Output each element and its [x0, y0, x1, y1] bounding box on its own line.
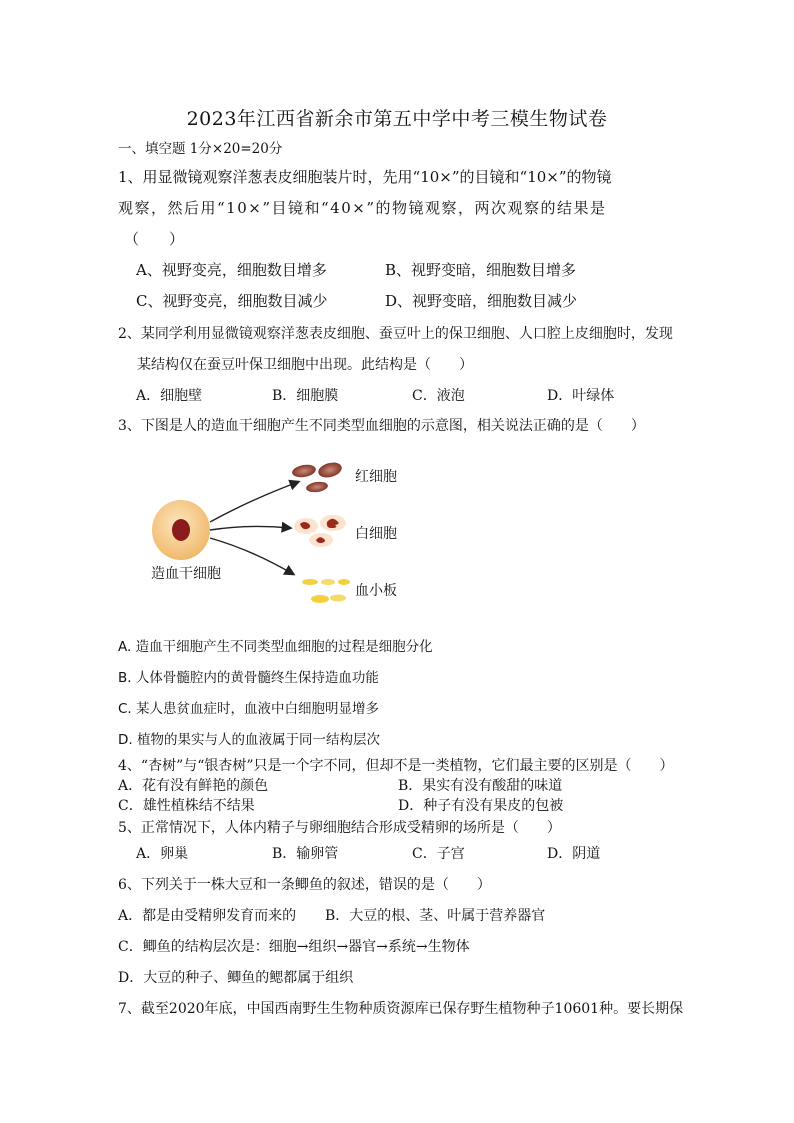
option-c: C．鲫鱼的结构层次是：细胞→组织→器官→系统→生物体 — [118, 939, 470, 955]
red-blood-cells — [291, 460, 343, 493]
answer-blank: （ ） — [124, 230, 185, 248]
option-c: C. 某人患贫血症时，血液中白细胞明显增多 — [118, 701, 380, 717]
question-text: 观察，然后用“10×”目镜和“40×”的物镜观察，两次观察的结果是 — [118, 199, 607, 217]
option-a: A. 造血干细胞产生不同类型血细胞的过程是细胞分化 — [118, 639, 433, 655]
option-c: C．子宫 — [412, 846, 465, 862]
label-platelet: 血小板 — [355, 583, 397, 599]
option-d: D. 植物的果实与人的血液属于同一结构层次 — [118, 732, 380, 748]
arrow-to-red-cells — [210, 482, 298, 522]
option-b: B．输卵管 — [272, 846, 339, 862]
option-d: D．种子有没有果皮的包被 — [398, 798, 564, 814]
question-text: 2、某同学利用显微镜观察洋葱表皮细胞、蚕豆叶上的保卫细胞、人口腔上皮细胞时，发现 — [118, 326, 673, 342]
question-text: 5、正常情况下，人体内精子与卵细胞结合形成受精卵的场所是（ ） — [118, 820, 561, 836]
question-text: 3、下图是人的造血干细胞产生不同类型血细胞的示意图，相关说法正确的是（ ） — [118, 418, 645, 434]
platelets — [302, 579, 350, 603]
option-b: B．果实有没有酸甜的味道 — [398, 778, 563, 794]
option-d: D．大豆的种子、鲫鱼的鳃都属于组织 — [118, 970, 354, 986]
option-b: B、视野变暗，细胞数目增多 — [385, 261, 577, 279]
question-text: 1、用显微镜观察洋葱表皮细胞装片时，先用“10×”的目镜和“10×”的物镜 — [118, 168, 612, 186]
stem-cell-nucleus — [172, 519, 190, 541]
question-text: 某结构仅在蚕豆叶保卫细胞中出现。此结构是（ ） — [137, 357, 473, 373]
option-c: C．雄性植株结不结果 — [118, 798, 255, 814]
page-title: 2023年江西省新余市第五中学中考三模生物试卷 — [186, 108, 608, 130]
option-a: A．花有没有鲜艳的颜色 — [118, 778, 269, 794]
option-a: A．细胞壁 — [136, 388, 203, 404]
label-red-blood-cell: 红细胞 — [355, 469, 397, 485]
label-white-blood-cell: 白细胞 — [355, 526, 397, 542]
option-b: B．细胞膜 — [272, 388, 339, 404]
question-text: 7、截至2020年底，中国西南野生生物种质资源库已保存野生植物种子10601种。要长期保 — [118, 1001, 684, 1017]
stem-cell — [152, 500, 210, 560]
option-c: C、视野变亮，细胞数目减少 — [136, 292, 328, 310]
question-text: 4、“杏树”与“银杏树”只是一个字不同，但却不是一类植物，它们最主要的区别是（ ） — [118, 758, 674, 774]
arrow-to-white-cells — [210, 526, 290, 530]
option-b: B．大豆的根、茎、叶属于营养器官 — [325, 908, 546, 924]
option-d: D．叶绿体 — [547, 388, 615, 404]
option-d: D．阴道 — [547, 846, 601, 862]
option-a: A、视野变亮，细胞数目增多 — [136, 261, 327, 279]
question-text: 6、下列关于一株大豆和一条鲫鱼的叙述，错误的是（ ） — [118, 877, 491, 893]
arrow-to-platelets — [210, 538, 293, 574]
option-b: B. 人体骨髓腔内的黄骨髓终生保持造血功能 — [118, 670, 379, 686]
option-c: C．液泡 — [412, 388, 465, 404]
label-stem-cell: 造血干细胞 — [151, 566, 221, 582]
section-heading: 一、填空题 1分×20=20分 — [118, 141, 283, 157]
option-a: A．都是由受精卵发育而来的 — [118, 908, 297, 924]
option-d: D、视野变暗，细胞数目减少 — [385, 292, 578, 310]
white-blood-cells — [294, 515, 346, 547]
option-a: A．卵巢 — [136, 846, 189, 862]
